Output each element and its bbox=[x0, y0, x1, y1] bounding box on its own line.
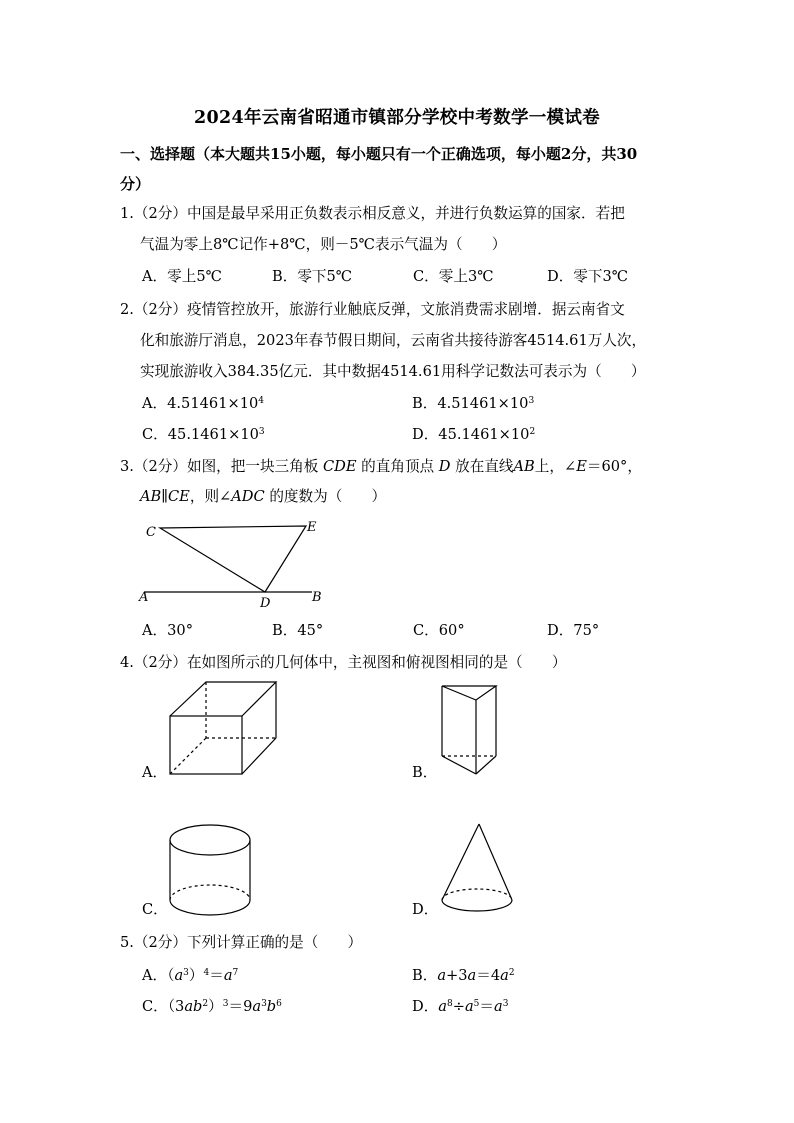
q4-option-b[interactable]: B． bbox=[412, 764, 438, 781]
q3-triangle-figure bbox=[136, 515, 336, 619]
section-heading-line1: 一、选择题（本大题共15小题，每小题只有一个正确选项，每小题2分，共30 bbox=[120, 145, 638, 163]
q2-line2: 化和旅游厅消息，2023年春节假日期间，云南省共接待游客4514.61万人次， bbox=[140, 332, 647, 349]
q5-line1: 5.（2分）下列计算正确的是（ ） bbox=[120, 934, 363, 951]
q4-option-c[interactable]: C． bbox=[142, 901, 168, 918]
cube-top-back bbox=[170, 682, 276, 716]
cone-base-front bbox=[442, 900, 512, 911]
q4-line1: 4.（2分）在如图所示的几何体中，主视图和俯视图相同的是（ ） bbox=[120, 654, 567, 671]
q3-option-c[interactable]: C．60° bbox=[413, 622, 465, 639]
q2-option-b[interactable]: B．$4.51461\times 10^3$ bbox=[412, 395, 535, 412]
q4-cube-figure[interactable] bbox=[164, 678, 282, 784]
point-label-d: D bbox=[260, 596, 271, 611]
q2-option-d[interactable]: D．$45.1461\times 10^2$ bbox=[412, 426, 536, 443]
q3-line2: AB∥CE，则∠ADC 的度数为（ ） bbox=[140, 488, 387, 505]
cylinder-bottom-hidden bbox=[170, 885, 250, 900]
q3-option-b[interactable]: B．45° bbox=[272, 622, 324, 639]
q1-line1: 1.（2分）中国是最早采用正负数表示相反意义，并进行负数运算的国家．若把 bbox=[120, 205, 625, 222]
q3-line1: 3.（2分）如图，把一块三角板 CDE 的直角顶点 D 放在直线AB上，∠E＝60°， bbox=[120, 458, 642, 475]
q5-option-d[interactable]: D．$a^8\div a^5=a^3$ bbox=[412, 998, 509, 1015]
q3-option-a[interactable]: A．30° bbox=[142, 622, 193, 639]
q5-option-c[interactable]: C．$(3ab^2)^3=9a^3b^6$ bbox=[142, 998, 282, 1015]
q1-option-b[interactable]: B．零下5℃ bbox=[272, 268, 353, 285]
q1-option-a[interactable]: A．零上5℃ bbox=[142, 268, 222, 285]
point-label-e: E bbox=[307, 520, 317, 535]
cylinder-bottom-front bbox=[170, 900, 250, 915]
point-label-b: B bbox=[312, 590, 322, 605]
q4-cylinder-figure[interactable] bbox=[164, 820, 256, 924]
q1-option-c[interactable]: C．零上3℃ bbox=[413, 268, 494, 285]
triangle-cde bbox=[160, 526, 306, 592]
q1-line2: 气温为零上8℃记作+8℃，则－5℃表示气温为（ ） bbox=[140, 236, 507, 253]
q4-cone-figure[interactable] bbox=[436, 820, 520, 924]
point-label-a: A bbox=[139, 590, 149, 605]
cylinder-top bbox=[170, 825, 250, 855]
section-heading-line2: 分） bbox=[120, 175, 151, 193]
page-title: 2024年云南省昭通市镇部分学校中考数学一模试卷 bbox=[194, 108, 600, 128]
cone-base-hidden bbox=[442, 889, 512, 900]
q2-option-c[interactable]: C．$45.1461\times 10^3$ bbox=[142, 426, 265, 443]
q2-option-a[interactable]: A．$4.51461\times 10^4$ bbox=[142, 395, 265, 412]
q4-option-d[interactable]: D． bbox=[412, 901, 439, 918]
prism-top-face bbox=[442, 686, 496, 700]
point-label-c: C bbox=[146, 525, 156, 540]
q2-line1: 2.（2分）疫情管控放开，旅游行业触底反弹，文旅消费需求剧增．据云南省文 bbox=[120, 301, 625, 318]
q1-option-d[interactable]: D．零下3℃ bbox=[547, 268, 629, 285]
q4-option-a[interactable]: A． bbox=[142, 764, 168, 781]
cube-hidden-edges bbox=[170, 682, 276, 774]
q2-line3: 实现旅游收入384.35亿元．其中数据4514.61用科学记数法可表示为（ ） bbox=[140, 363, 646, 380]
q3-option-d[interactable]: D．75° bbox=[547, 622, 600, 639]
q5-option-a[interactable]: A．$(a^3)^4=a^7$ bbox=[142, 967, 239, 984]
q5-option-b[interactable]: B．$a+3a=4a^2$ bbox=[412, 967, 515, 984]
q4-prism-figure[interactable] bbox=[436, 680, 508, 784]
